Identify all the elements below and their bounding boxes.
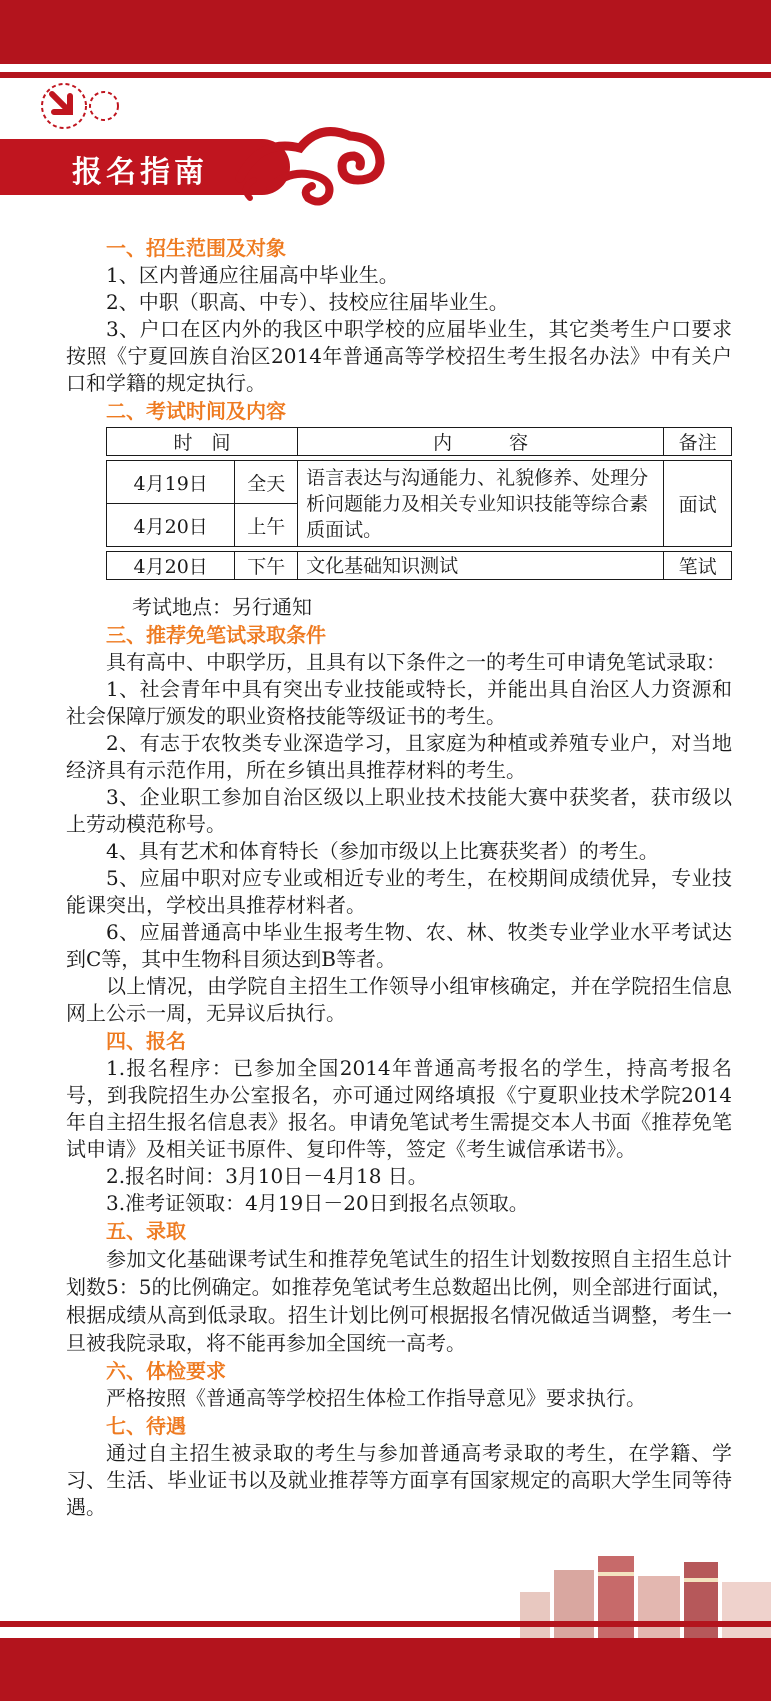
s3-intro: 具有高中、中职学历，且具有以下条件之一的考生可申请免笔试录取： xyxy=(106,650,726,674)
s6-text: 严格按照《普通高等学校招生体检工作指导意见》要求执行。 xyxy=(106,1386,646,1410)
section-heading-3: 三、推荐免笔试录取条件 xyxy=(106,623,326,647)
merged-content-cell: 语言表达与沟通能力、礼貌修养、处理分析问题能力及相关专业知识技能等综合素质面试。 xyxy=(298,461,664,547)
s7-text: 通过自主招生被录取的考生与参加普通高考录取的考生，在学籍、学习、生活、毕业证书以及就业推荐等方面享有国家规定的高职大学生同等待遇。 xyxy=(66,1441,732,1519)
bottom-red-band xyxy=(0,1638,771,1701)
s4-item-2: 2.报名时间：3月10日－4月18 日。 xyxy=(106,1164,428,1188)
cloud-scroll-icon xyxy=(230,118,390,208)
s1-item-3: 3、户口在区内外的我区中职学校的应届毕业生，其它类考生户口要求按照《宁夏回族自治区2014年普通高等学校招生考生报名办法》中有关户口和学籍的规定执行。 xyxy=(66,317,732,395)
s5-text: 参加文化基础课考试生和推荐免笔试生的招生计划数按照自主招生总计划数5：5的比例确定。如推荐免笔试考生总数超出比例，则全部进行面试，根据成绩从高到低录取。招生计划比例可根据报名情况做适当调整，考生一旦被我院录取，将不能再参加全国统一高考。 xyxy=(66,1247,732,1355)
section-heading-7: 七、待遇 xyxy=(106,1414,186,1438)
section-heading-1: 一、招生范围及对象 xyxy=(106,236,286,260)
s1-item-1: 1、区内普通应往届高中毕业生。 xyxy=(106,263,399,287)
merged-note-cell: 面试 xyxy=(664,461,732,547)
row3-period: 下午 xyxy=(235,552,298,580)
row3-content: 文化基础知识测试 xyxy=(298,552,664,580)
page-title: 报名指南 xyxy=(72,155,208,190)
s3-item-5: 5、应届中职对应专业或相近专业的考生，在校期间成绩优异，专业技能课突出，学校出具推荐材料者。 xyxy=(66,866,732,917)
s3-item-2: 2、有志于农牧类专业深造学习，且家庭为种植或养殖专业户，对当地经济具有示范作用，所在乡镇出具推荐材料的考生。 xyxy=(66,731,732,782)
row1-date: 4月19日 xyxy=(107,461,235,504)
s4-item-3: 3.准考证领取：4月19日－20日到报名点领取。 xyxy=(106,1191,529,1215)
table-header-note: 备注 xyxy=(664,428,732,456)
arrow-down-right-icon xyxy=(40,80,124,136)
s3-item-3: 3、企业职工参加自治区级以上职业技术技能大赛中获奖者，获市级以上劳动模范称号。 xyxy=(66,785,732,836)
row2-period: 上午 xyxy=(235,504,298,547)
section-heading-2: 二、考试时间及内容 xyxy=(106,399,286,423)
exam-place: 考试地点：另行通知 xyxy=(132,595,312,619)
s4-item-1: 1.报名程序：已参加全国2014年普通高考报名的学生，持高考报名号，到我院招生办公室报名，亦可通过网络填报《宁夏职业技术学院2014年自主招生报名信息表》报名。申请免笔试考生需提交本人书面《推荐免笔试申请》及相关证书原件、复印件等，签定《考生诚信承诺书》。 xyxy=(66,1056,732,1161)
table-header-content: 内 容 xyxy=(298,428,664,456)
s3-item-6: 6、应届普通高中毕业生报考生物、农、林、牧类专业学业水平考试达到C等，其中生物科目须达到B等者。 xyxy=(66,920,732,971)
table-header-time: 时 间 xyxy=(107,428,298,456)
bottom-red-line xyxy=(0,1621,771,1627)
s3-item-4: 4、具有艺术和体育特长（参加市级以上比赛获奖者）的考生。 xyxy=(106,839,659,863)
top-red-line xyxy=(0,72,771,78)
row3-note: 笔试 xyxy=(664,552,732,580)
section-heading-5: 五、录取 xyxy=(106,1219,186,1243)
section-heading-4: 四、报名 xyxy=(106,1029,186,1053)
content-area xyxy=(66,234,732,1521)
top-red-band xyxy=(0,0,771,64)
row2-date: 4月20日 xyxy=(107,504,235,547)
row1-period: 全天 xyxy=(235,461,298,504)
section-heading-6: 六、体检要求 xyxy=(106,1359,226,1383)
row3-date: 4月20日 xyxy=(107,552,235,580)
s3-closing: 以上情况，由学院自主招生工作领导小组审核确定，并在学院招生信息网上公示一周，无异议后执行。 xyxy=(66,974,732,1025)
s1-item-2: 2、中职（职高、中专）、技校应往届毕业生。 xyxy=(106,290,509,314)
exam-schedule-table xyxy=(106,427,732,580)
s3-item-1: 1、社会青年中具有突出专业技能或特长，并能出具自治区人力资源和社会保障厅颁发的职业资格技能等级证书的考生。 xyxy=(66,677,732,728)
